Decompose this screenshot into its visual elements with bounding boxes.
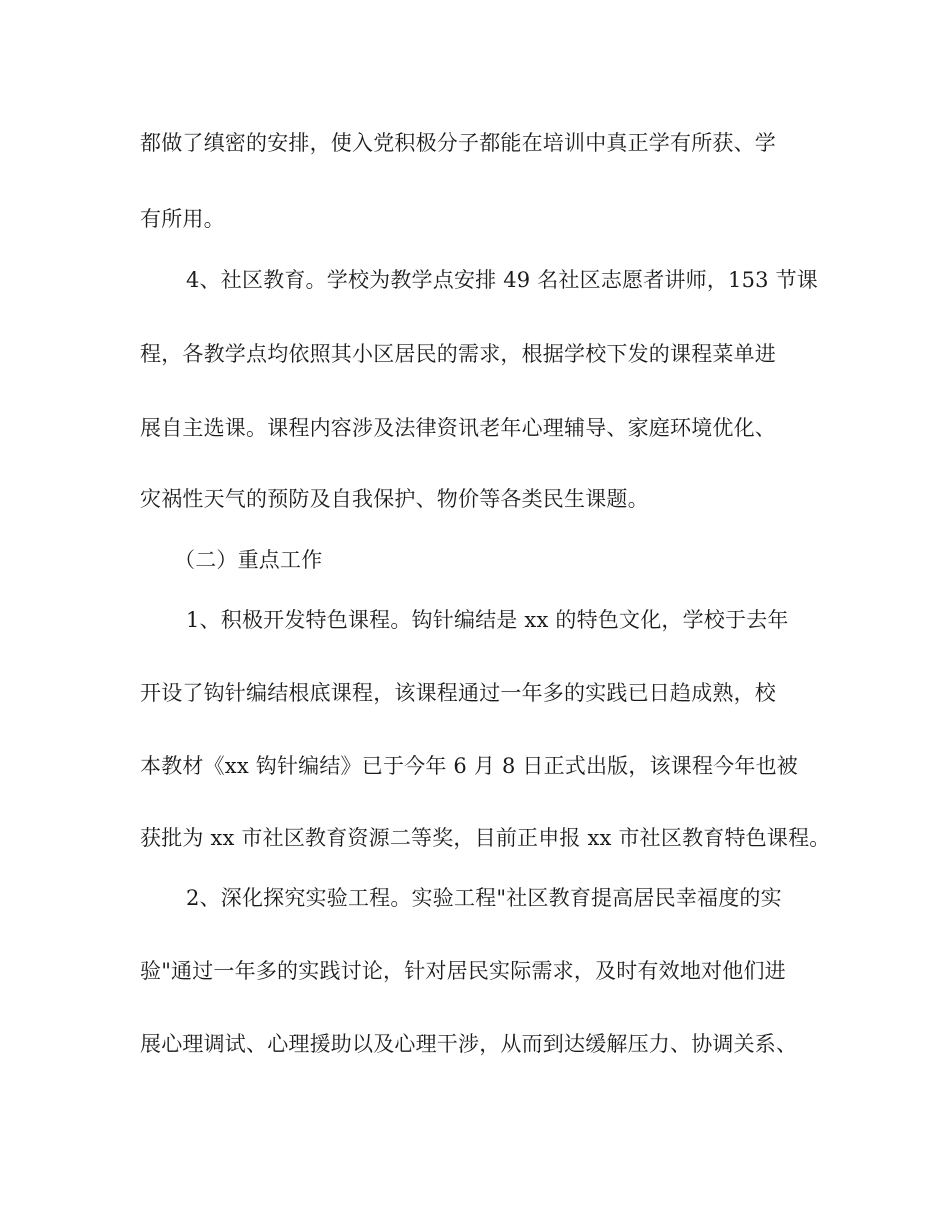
paragraph-line: 获批为 xx 市社区教育资源二等奖，目前正申报 xx 市社区教育特色课程。 [140,826,831,850]
paragraph-line: 4、社区教育。学校为教学点安排 49 名社区志愿者讲师，153 节课 [186,268,818,292]
paragraph-line: 展心理调试、心理援助以及心理干涉，从而到达缓解压力、协调关系、 [140,1032,798,1056]
paragraph-line: 展自主选课。课程内容涉及法律资讯老年心理辅导、家庭环境优化、 [140,416,776,440]
paragraph-line: 有所用。 [140,207,225,231]
paragraph-line: 验"通过一年多的实践讨论，针对居民实际需求，及时有效地对他们进 [140,959,786,983]
paragraph-line: 本教材《xx 钩针编结》已于今年 6 月 8 日正式出版，该课程今年也被 [140,754,798,778]
paragraph-line: 灾祸性天气的预防及自我保护、物价等各类民生课题。 [140,487,649,511]
paragraph-line: 开设了钩针编结根底课程，该课程通过一年多的实践已日趋成熟，校 [140,681,776,705]
paragraph-line: 程，各教学点均依照其小区居民的需求，根据学校下发的课程菜单进 [140,342,776,366]
paragraph-line: 2、深化探究实验工程。实验工程"社区教育提高居民幸福度的实 [186,886,782,910]
paragraph-line: 1、积极开发特色课程。钩针编结是 xx 的特色文化，学校于去年 [186,608,789,632]
section-heading: （二）重点工作 [174,548,323,572]
paragraph-line: 都做了缜密的安排，使入党积极分子都能在培训中真正学有所获、学 [140,131,776,155]
